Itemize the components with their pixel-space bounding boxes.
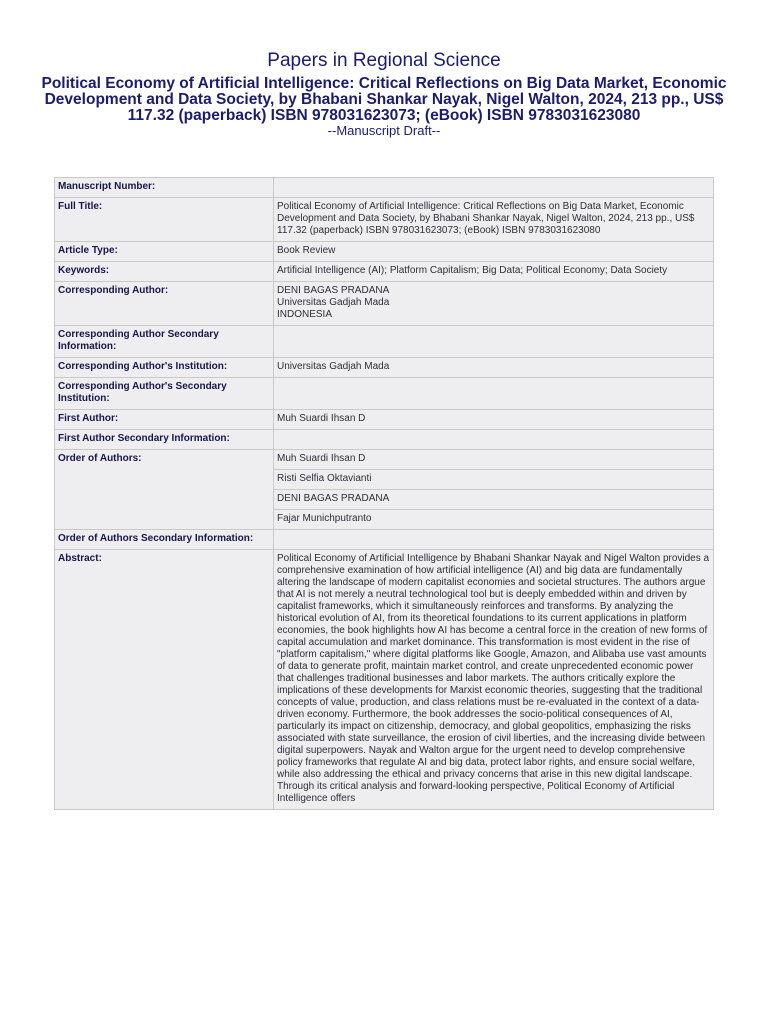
abstract-label: Abstract: <box>55 550 274 810</box>
row-abstract <box>55 550 714 810</box>
row-full-title <box>55 198 714 242</box>
row-keywords <box>55 262 714 282</box>
first-author-label: First Author: <box>55 410 274 430</box>
manuscript-number-label: Manuscript Number: <box>55 178 274 198</box>
first-author-value: Muh Suardi Ihsan D <box>274 410 714 430</box>
first-author-secondary-value <box>274 430 714 450</box>
manuscript-info-table <box>54 177 714 810</box>
article-type-label: Article Type: <box>55 242 274 262</box>
abstract-text: Political Economy of Artificial Intelligence by Bhabani Shankar Nayak and Nigel Walton provides a comprehensive examination of how artificial intelligence (AI) and big data are fundamentally altering the landscape of modern capitalist economies and societal structures. The authors argue that AI is not merely a neutral technological tool but is deeply embedded within and driven by capitalist frameworks, which it simultaneously reinforces and transforms. By analyzing the historical evolution of AI, from its theoretical foundations to its current applications in platform economies, the book highlights how AI has become a central force in the creation of new forms of capital accumulation and market dominance. This transformation is most evident in the rise of "platform capitalism," where digital platforms like Google, Amazon, and Alibaba use vast amounts of data to generate profit, maintain market control, and create unprecedented economic power that challenges traditional businesses and labor markets. The authors critically explore the implications of these developments for Marxist economic theories, suggesting that the traditional concepts of value, production, and class relations must be re-evaluated in the context of a data-driven economy. Furthermore, the book addresses the socio-political consequences of AI, particularly its impact on citizenship, democracy, and global geopolitics, emphasizing the risks associated with state surveillance, the erosion of civil liberties, and the increasing divide between digital superpowers. Nayak and Walton argue for the urgent need to develop comprehensive policy frameworks that regulate AI and big data, protect labor rights, and ensure social welfare, while also addressing the ethical and privacy concerns that arise in this new digital landscape. Through its critical analysis and forward-looking perspective, Political Economy of Artificial Intelligence offers <box>274 550 714 810</box>
corresponding-author-name: DENI BAGAS PRADANA <box>277 285 390 296</box>
row-corresponding-author <box>55 282 714 326</box>
corresponding-institution-value: Universitas Gadjah Mada <box>274 358 714 378</box>
row-corresponding-institution <box>55 358 714 378</box>
corresponding-author-secondary-value <box>274 326 714 358</box>
manuscript-title: Political Economy of Artificial Intelligence: Critical Reflections on Big Data Market, Economic Development and Data Society, by Bhabani Shankar Nayak, Nigel Walton, 2024, 213 pp., US$ 117.32 (paperback) ISBN 978031623073; (eBook) ISBN 9783031623080 <box>41 75 727 124</box>
corresponding-institution-label: Corresponding Author's Institution: <box>55 358 274 378</box>
order-of-authors-secondary-value <box>274 530 714 550</box>
first-author-secondary-label: First Author Secondary Information: <box>55 430 274 450</box>
article-type-value: Book Review <box>274 242 714 262</box>
corresponding-secondary-institution-label: Corresponding Author's Secondary Institution: <box>55 378 274 410</box>
row-first-author <box>55 410 714 430</box>
order-of-authors-secondary-label: Order of Authors Secondary Information: <box>55 530 274 550</box>
row-manuscript-number <box>55 178 714 198</box>
corresponding-author-country: INDONESIA <box>277 309 333 320</box>
author-1: Muh Suardi Ihsan D <box>274 450 714 470</box>
document-header <box>40 50 728 138</box>
row-first-author-secondary <box>55 430 714 450</box>
manuscript-number-value <box>274 178 714 198</box>
keywords-label: Keywords: <box>55 262 274 282</box>
corresponding-author-university: Universitas Gadjah Mada <box>277 297 390 308</box>
author-4: Fajar Munichputranto <box>274 510 714 530</box>
row-corresponding-author-secondary <box>55 326 714 358</box>
corresponding-secondary-institution-value <box>274 378 714 410</box>
full-title-label: Full Title: <box>55 198 274 242</box>
row-order-of-authors <box>55 450 714 470</box>
row-order-of-authors-secondary <box>55 530 714 550</box>
author-2: Risti Selfia Oktavianti <box>274 470 714 490</box>
full-title-value: Political Economy of Artificial Intelligence: Critical Reflections on Big Data Market, Economic Development and Data Society, by Bhabani Shankar Nayak, Nigel Walton, 2024, 213 pp., US$ 117.32 (paperback) ISBN 978031623073; (eBook) ISBN 9783031623080 <box>274 198 714 242</box>
corresponding-author-label: Corresponding Author: <box>55 282 274 326</box>
row-article-type <box>55 242 714 262</box>
corresponding-author-value <box>274 282 714 326</box>
order-of-authors-label: Order of Authors: <box>55 450 274 530</box>
journal-name: Papers in Regional Science <box>267 50 501 71</box>
keywords-value: Artificial Intelligence (AI); Platform Capitalism; Big Data; Political Economy; Data Society <box>274 262 714 282</box>
corresponding-author-secondary-label: Corresponding Author Secondary Information: <box>55 326 274 358</box>
author-3: DENI BAGAS PRADANA <box>274 490 714 510</box>
row-corresponding-secondary-institution <box>55 378 714 410</box>
draft-note: --Manuscript Draft-- <box>327 123 441 138</box>
